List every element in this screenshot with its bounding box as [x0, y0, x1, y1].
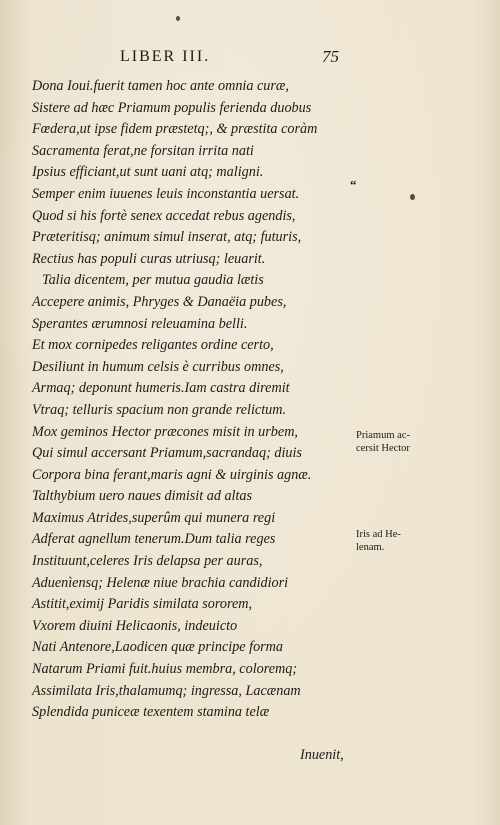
- verse-line: Rectius has populi curas utriusq; leuarit.: [32, 250, 266, 267]
- marginal-note: Priamum ac-: [356, 430, 410, 441]
- verse-line: Mox geminos Hector præcones misit in urbem,: [32, 423, 298, 440]
- ink-speck: [176, 16, 180, 21]
- verse-line: [32, 724, 362, 746]
- verse-line: Semper enim iuuenes leuis inconstantia uersat.: [32, 185, 300, 202]
- ink-speck: [410, 194, 415, 200]
- verse-line: Corpora bina ferant,maris agni & uirginis agnæ.: [32, 466, 312, 483]
- verse-line: Instituunt,celeres Iris delapsa per auras,: [32, 553, 263, 570]
- verse-line: Accepere animis, Phryges & Danaëia pubes,: [32, 293, 287, 310]
- verse-line: Et mox cornipedes religantes ordine certo,: [32, 337, 274, 354]
- verse-line: Talthybium uero naues dimisit ad altas: [32, 488, 253, 505]
- verse-line: Splendida puniceæ texentem stamina telæ: [32, 704, 270, 721]
- verse-line: Sacramenta ferat,ne forsitan irrita nati: [32, 142, 254, 159]
- verse-line: Nati Antenore,Laodicen quæ principe forma: [32, 639, 284, 656]
- verse-line: Natarum Priami fuit.huius membra, coloremq;: [32, 661, 298, 678]
- verse-line: Desiliunt in humum celsis è curribus omnes,: [32, 358, 284, 375]
- verse-line: Adferat agnellum tenerum.Dum talia reges: [32, 531, 276, 548]
- verse-line: Sistere ad hæc Priamum populis ferienda duobus: [32, 99, 312, 116]
- verse-line: Fœdera,ut ipse fidem præstetq;, & præstita coràm: [32, 121, 318, 138]
- verse-line: Assimilata Iris,thalamumq; ingressa, Lacænam: [32, 682, 301, 699]
- verse-line: Dona Ioui.fuerit tamen hoc ante omnia curæ,: [32, 78, 289, 94]
- verse-line: Præteritisq; animum simul inserat, atq; futuris,: [32, 229, 302, 246]
- verse-line: Ipsius efficiant,ut sunt uani atq; maligni.: [32, 164, 264, 181]
- verse-line: Vtraq; telluris spacium non grande relictum.: [32, 401, 287, 418]
- catchword: Inuenit,: [300, 747, 344, 764]
- verse-line: Qui simul accersant Priamum,sacrandaq; diuis: [32, 445, 302, 462]
- verse-line: Aduenìensq; Helenæ niue brachia candidiori: [32, 574, 289, 591]
- poem-text: [32, 76, 362, 767]
- verse-line: Talia dicentem, per mutua gaudia lætis: [42, 272, 264, 289]
- page-number: 75: [322, 47, 339, 66]
- marginal-note: Iris ad He-: [356, 529, 401, 540]
- marginal-note: cersit Hector: [356, 443, 410, 454]
- verse-line: Quod si his fortè senex accedat rebus agendis,: [32, 207, 296, 224]
- marginal-note: lenam.: [356, 542, 385, 553]
- marginal-quote-mark: “: [350, 177, 357, 192]
- verse-line: Armaq; deponunt humeris.Iam castra diremit: [32, 380, 290, 397]
- verse-line: Sperantes ærumnosi releuamina belli.: [32, 315, 248, 332]
- running-head: LIBER III.: [120, 48, 211, 65]
- verse-line: Astitit,eximij Paridis similata sororem,: [32, 596, 253, 613]
- page-header: [0, 44, 500, 68]
- verse-line: Vxorem diuini Helicaonis, indeuicto: [32, 617, 238, 634]
- verse-line: Maximus Atrides,superûm qui munera regi: [32, 509, 276, 526]
